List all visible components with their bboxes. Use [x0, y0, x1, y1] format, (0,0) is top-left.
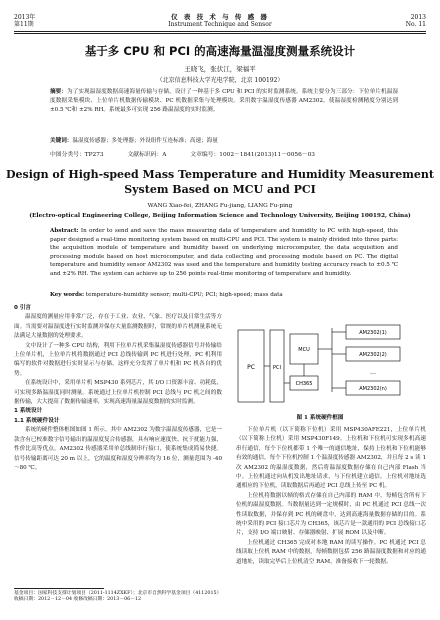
- sensor-block-1: [346, 325, 400, 339]
- paper-title-en-line2: System Based on MCU and PCI: [124, 183, 316, 196]
- pc-block: [238, 330, 264, 402]
- host-mcu-block: [290, 334, 318, 364]
- abstract-en-text: In order to send and save the mass measuring data of temperature and humidity to PC with high-speed, this paper designed a real-time monitoring system based on multi-CPU and PCI. The system is mainly divided into three parts: the acquisition module of temperature and humidity based on underlying microcomputer, the data acquisition and processing module based on host microcomputer, and data collecting and processing module based on PC. The digital temperature and humidity sensor AM2302 was used and the temperature and humidity testing accuracy reach to ±0.5 ℃ and ±2% RH. The system can achieve up to 256 points real-time monitoring of temperature and humidity.: [50, 228, 398, 277]
- ch365-block: [290, 376, 318, 390]
- ch365-label: CH365: [295, 381, 313, 387]
- pci-label: PCI: [273, 365, 281, 371]
- header-rule: [14, 31, 426, 32]
- document-code: 文献标识码：A: [127, 152, 167, 158]
- issue-number: 第11期: [14, 21, 34, 28]
- issue-year-en: 2013: [410, 14, 426, 21]
- section-heading-intro: 0 引言: [14, 305, 32, 311]
- abstract-zh-text: 为了实现温湿度数据高速海量传输与存储，设计了一种基于多 CPU 和 PCI 的实时监测系统。系统主要分为三部分：下位单片机温湿度数据采集模块、上位单片机数据传输模块、PC 机数据采集与处理模块。采用数字温湿度传感器 AM2302，使温湿度检测精度分别达到 ±0.5 ℃和 ±2% RH。系统最多可实现 256 路温湿度的实时监测。: [50, 89, 398, 113]
- body-paragraph: 温湿度的测量应用非常广泛，存在于工业、农业、气象、医疗以及日常生活等方面。当需要对温湿度进行实时监测并保存大量监测数据时，常规的单片机测量系统无法满足大量数据的处理要求。: [14, 314, 222, 340]
- keywords-zh-text: 温湿度传感器；多处理器；外设组件互连标准；高速；海量: [72, 138, 218, 144]
- authors-en: WANG Xiao-fei, ZHANG Fu-jiang, LIANG Fu-ping: [147, 203, 293, 209]
- body-paragraph: 上位机通过 CH365 完成对本地 RAM 的读写操作。PC 机通过 PCI 总线读取上位机 RAM 中的数据，每帧数据包括 256 路温湿度数据和对应的通道地址，读取完毕后上位机清空 RAM，准备接收下一轮数据。: [236, 539, 426, 565]
- section-heading-design: 1 系统设计: [14, 408, 43, 415]
- body-left-column: [14, 304, 222, 473]
- sensor-n-label: AM2302(n): [359, 386, 387, 392]
- keywords-en-label: Key words:: [50, 292, 85, 298]
- paper-title-en: [0, 167, 440, 197]
- paper-title-zh: 基于多 CPU 和 PCI 的高速海量温湿度测量系统设计: [84, 44, 356, 58]
- issue-year: 2013年: [14, 14, 36, 21]
- ellipsis-label: …: [370, 369, 376, 376]
- affiliation-en: (Electro-optical Engineering College, Beijing Information Science and Technology University, Beijing 100192, China): [29, 213, 411, 219]
- keywords-zh: [50, 137, 398, 146]
- article-number: 文章编号：1002－1841(2013)11－0056－03: [190, 152, 315, 158]
- pci-bus: [270, 330, 284, 402]
- abstract-zh-label: 摘要：: [50, 89, 68, 95]
- sensor-block-n: [346, 381, 400, 395]
- body-paragraph: 系统的硬件整体框图如图 1 所示。其中 AM2302 为数字温湿度传感器，它是一款含有已校准数字信号输出的温湿度复合传感器，具有响应速度快、抗干扰能力强、性价比高等优点。AM2302 传感器采用单总线制串行接口，使系统集成简易快捷。信号传输距离可达 20 m 以上，它的温度和湿度分辨率均为 16 位，测量范围为 -40～80 ℃。: [14, 427, 222, 471]
- footnote-rule: [14, 588, 104, 589]
- body-paragraph: 下位单片机（以下简称下位机）采用 MSP430AFE221，上位单片机（以下简称上位机）采用 MSP430F149。上位机和下位机可实现多机高速串行通信，每个下位机都带 1 个唯一的通信地址，保持上位机和下位机能够有效的通信。每个下位机控制 1 个温湿度传感器 AM2302，并且每 2 s 读 1 次 AM2302 的温湿度数据，然后将温湿度数据存储在自己内部 Flash 当中。上位机通过向从机发出地址请求，与下位机建立通信。上位机对地址选通相应的下位机，读取数据后再通过 PCI 总线上传至 PC 机。: [236, 427, 426, 490]
- pc-label: PC: [247, 364, 255, 371]
- sensor-1-label: AM2302(1): [359, 330, 387, 336]
- abstract-en: [50, 227, 398, 279]
- classification-line: [50, 151, 398, 159]
- host-mcu-label: MCU: [298, 347, 310, 353]
- journal-name-en: Instrument Technique and Sensor: [168, 21, 272, 28]
- issue-number-en: No. 11: [405, 21, 426, 28]
- figure-caption: 图 1 系统硬件框图: [296, 415, 344, 421]
- subsection-heading-hardware: 1.1 系统硬件设计: [14, 417, 60, 424]
- journal-name-zh: 仪 表 技 术 与 传 感 器: [171, 13, 269, 21]
- authors-zh: 王晓飞，张伏江，梁福平: [184, 65, 256, 73]
- journal-name: [14, 14, 426, 28]
- issue-info-en: [406, 14, 426, 28]
- fund-note: 基金项目：国家科技支撑计划项目（2011-1114ZXKF）；北京市自然科学基金项目（4112015）: [14, 591, 222, 596]
- sensor-block-2: [346, 347, 400, 361]
- received-date: 收稿日期：2012－12－04 收修改稿日期：2013－06－12: [14, 597, 142, 603]
- body-paragraph: 上位机将数据以帧的格式存储在自己内部的 RAM 中，每帧包含所有下位机的温湿度数据。当数据量达到一定规模时，由 PC 机通过 PCI 总线一次性读取数据，并保存到 PC 机的硬盘中，达到高速海量数据存储的目的。系统中采用的 PCI 接口芯片为 CH365，该芯片是一款通用的 PCI 总线接口芯片，支持 I/O 端口映射、存储器映射、扩展 ROM 以及中断。: [236, 492, 426, 537]
- body-right-column: [236, 426, 426, 567]
- header-rule-thin: [14, 33, 426, 34]
- keywords-en: [50, 291, 398, 300]
- body-paragraph: 在系统设计中，采用单片机 MSP430 系列芯片，其 I/O 口资源丰富、功耗低，可实现多路温湿度同时测量。系统通过上位单片机控制 PCI 总线与 PC 机之间的数据传输，大大提高了数据传输速率，实现高速海量温湿度数据的实时监测。: [14, 380, 222, 406]
- paper-title-en-line1: Design of High-speed Mass Temperature and Humidity Measurement: [6, 168, 434, 181]
- body-paragraph: 文中设计了一种多 CPU 结构，利用下位单片机采集温湿度传感器信号并传输给上位单片机，上位单片机将数据通过 PCI 总线传输到 PC 机进行处理，PC 机利用编写的软件对数据进行实时显示与存储。这样充分发挥了单片机和 PC 机各自的优势。: [14, 342, 222, 377]
- clc-number: 中图分类号：TP273: [50, 152, 104, 158]
- footnote: [14, 591, 222, 604]
- abstract-en-label: Abstract:: [50, 228, 79, 234]
- keywords-en-text: temperature-humidity sensor; multi-CPU; PCI; high-speed; mass data: [85, 292, 283, 298]
- affiliation-zh: （北京信息科技大学光电学院，北京 100192）: [156, 77, 284, 84]
- sensor-2-label: AM2302(2): [359, 352, 387, 358]
- system-hardware-block-diagram: [236, 320, 404, 410]
- keywords-zh-label: 关键词：: [50, 138, 73, 144]
- abstract-zh: [50, 88, 398, 115]
